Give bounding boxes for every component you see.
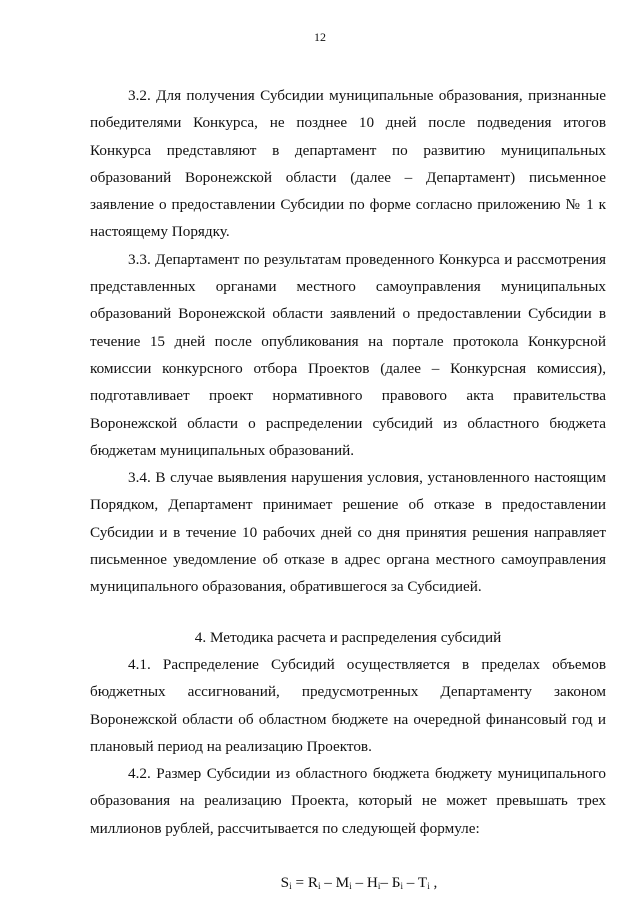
paragraph-4-1: 4.1. Распределение Субсидий осуществляется в пределах объемов бюджетных ассигнований, предусмотренных Департаменту законом Воронежской области об областном бюджете на очередной финансовый год и плановый период на реализацию Проектов.: [90, 655, 606, 755]
formula-term: $M_i$: [335, 874, 352, 892]
document-body: [90, 82, 606, 900]
paragraph-3-4: 3.4. В случае выявления нарушения условия, установленного настоящим Порядком, Департамент принимает решение об отказе в предоставлении Субсидии и в течение 10 рабочих дней со дня принятия решения направляет письменное уведомление об отказе в адрес органа местного самоуправления муниципального образования, обратившегося за Субсидией.: [90, 469, 606, 596]
formula-operator: ,: [429, 874, 438, 892]
paragraph-4-2: 4.2. Размер Субсидии из областного бюджета бюджету муниципального образования на реализацию Проекта, который не может превышать трех миллионов рублей, рассчитывается по следующей формуле:: [90, 765, 606, 837]
formula-operator: –: [320, 874, 336, 892]
formula-term: $R_i$: [307, 874, 321, 892]
section-4-title: 4. Методика расчета и распределения субсидий: [194, 628, 502, 646]
formula-operator: –: [351, 874, 367, 892]
formula-operator: –: [380, 874, 392, 892]
formula-term: $T_i$: [417, 874, 430, 892]
formula-operator: =: [291, 874, 308, 892]
paragraph-3-2: 3.2. Для получения Субсидии муниципальные образования, признанные победителями Конкурса, не позднее 10 дней после подведения итогов Конкурса представляют в департамент по развитию муниципальных образований Воронежской области (далее – Департамент) письменное заявление о предоставлении Субсидии по форме согласно приложению № 1 к настоящему Порядку.: [90, 87, 606, 241]
page-number: 12: [314, 30, 326, 44]
subsidy-formula: [90, 869, 606, 900]
formula-term: $Б_i$: [391, 874, 403, 892]
formula-operator: –: [403, 874, 418, 892]
formula-term: $H_i$: [366, 874, 381, 892]
paragraph-3-3: 3.3. Департамент по результатам проведенного Конкурса и рассмотрения представленных органами местного самоуправления муниципальных образований Воронежской области заявлений о предоставлении Субсидии в течение 15 дней после опубликования на портале протокола Конкурсной комиссии конкурсного отбора Проектов (далее – Конкурсная комиссия), подготавливает проект нормативного правового акта правительства Воронежской области о распределении субсидий из областного бюджета бюджетам муниципальных образований.: [90, 250, 606, 459]
formula-term: $S_i$: [280, 874, 292, 892]
